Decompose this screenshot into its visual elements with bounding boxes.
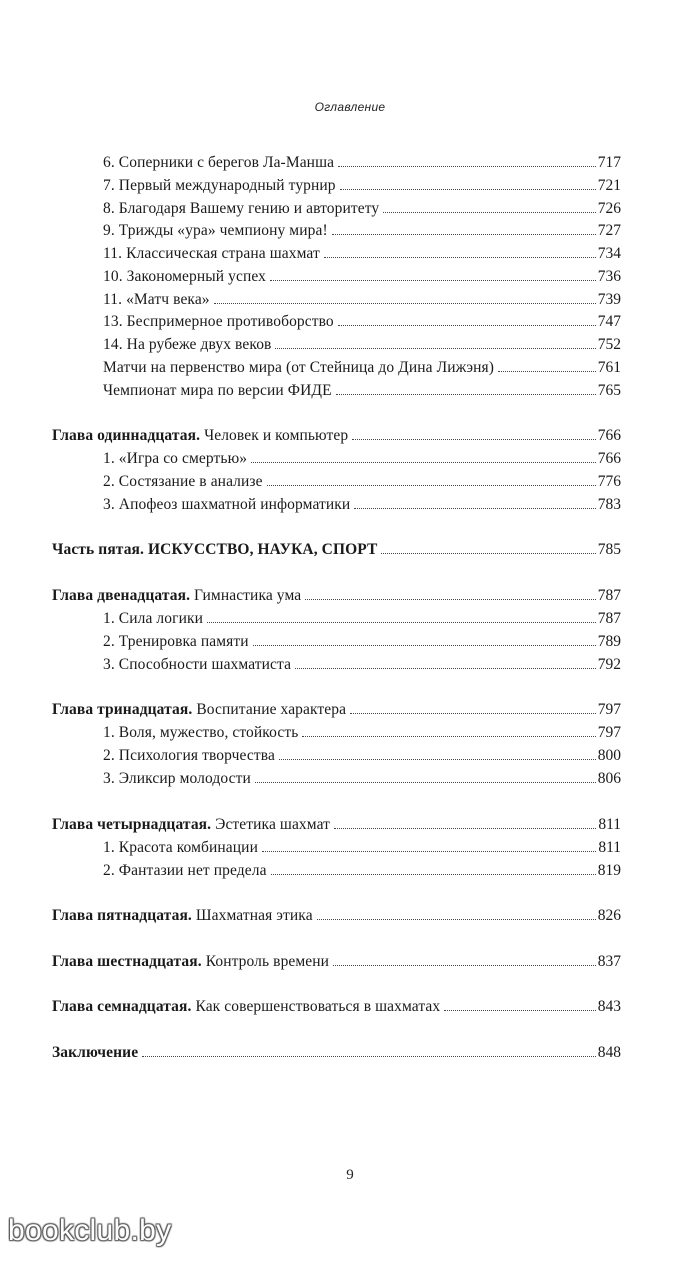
toc-entry-title: Заключение (52, 1043, 139, 1061)
toc-entry (103, 216, 621, 238)
toc-entry (103, 353, 621, 375)
toc-page-number: 717 (597, 153, 621, 171)
leader-dots (262, 851, 596, 852)
leader-dots (305, 599, 596, 600)
toc-entry-title: 2. Фантазии нет предела (103, 861, 267, 879)
toc-page-number: 800 (597, 746, 621, 764)
toc-page-number: 783 (597, 495, 621, 513)
toc-entry-title: 3. Способности шахматиста (103, 655, 292, 673)
toc-chapter-entry (52, 810, 621, 832)
leader-dots (324, 257, 596, 258)
leader-dots (336, 394, 596, 395)
toc-entry (103, 856, 621, 878)
toc-page-number: 806 (597, 769, 621, 787)
leader-dots (338, 166, 596, 167)
toc-page-number: 752 (597, 335, 621, 353)
toc-entry-title: 3. Апофеоз шахматной информатики (103, 495, 351, 513)
leader-dots (270, 280, 596, 281)
toc-page-number: 785 (597, 540, 621, 558)
toc-entry-title: 9. Трижды «ура» чемпиону мира! (103, 221, 328, 239)
toc-page-number: 797 (597, 700, 621, 718)
leader-dots (279, 759, 596, 760)
leader-dots (251, 462, 596, 463)
toc-entry-title: Глава двенадцатая. Гимнастика ума (52, 586, 302, 604)
leader-dots (302, 736, 595, 737)
toc-page-number: 766 (597, 449, 621, 467)
toc-page-number: 739 (597, 290, 621, 308)
leader-dots (142, 1056, 596, 1057)
toc-page-number: 761 (597, 358, 621, 376)
toc-entry (103, 627, 621, 649)
toc-conclusion-entry (52, 1038, 621, 1060)
leader-dots (332, 234, 596, 235)
toc-entry (103, 444, 621, 466)
running-head: Оглавление (314, 100, 386, 114)
toc-entry (103, 741, 621, 763)
toc-page-number: 792 (597, 655, 621, 673)
toc-entry (103, 718, 621, 740)
toc-chapter-entry (52, 992, 621, 1014)
toc-page-number: 819 (597, 861, 621, 879)
leader-dots (295, 668, 596, 669)
toc-entry-title: 10. Закономерный успех (103, 267, 267, 285)
leader-dots (253, 645, 596, 646)
toc-entry-title: Глава тринадцатая. Воспитание характера (52, 700, 347, 718)
toc-entry-title: 1. «Игра со смертью» (103, 449, 248, 467)
toc-page-number: 843 (597, 997, 621, 1015)
leader-dots (267, 485, 596, 486)
toc-entry (103, 194, 621, 216)
toc-part-entry (52, 535, 621, 557)
toc-page-number: 848 (597, 1043, 621, 1061)
toc-page-number: 787 (597, 586, 621, 604)
toc-chapter-entry (52, 581, 621, 603)
toc-entry-title: 6. Соперники с берегов Ла-Манша (103, 153, 335, 171)
toc-entry-title: Глава четырнадцатая. Эстетика шахмат (52, 815, 331, 833)
toc-entry-title: Глава одиннадцатая. Человек и компьютер (52, 426, 349, 444)
toc-entry-title: Глава пятнадцатая. Шахматная этика (52, 906, 313, 924)
toc-entry-title: 7. Первый международный турнир (103, 176, 336, 194)
toc-page-number: 765 (597, 381, 621, 399)
toc-entry-title: 1. Воля, мужество, стойкость (103, 723, 299, 741)
toc-entry-title: 11. «Матч века» (103, 290, 210, 308)
toc-entry (103, 764, 621, 786)
toc-entry-title: 2. Психология творчества (103, 746, 275, 764)
toc-entry (103, 833, 621, 855)
toc-entry-title: Матчи на первенство мира (от Стейница до Дина Лижэня) (103, 358, 495, 376)
toc-entry (103, 307, 621, 329)
toc-entry (103, 262, 621, 284)
toc-entry-title: 2. Состязание в анализе (103, 472, 263, 490)
toc-entry-title: Чемпионат мира по версии ФИДЕ (103, 381, 332, 399)
toc-page-number: 727 (597, 221, 621, 239)
toc-entry-title: 13. Беспримерное противоборство (103, 312, 334, 330)
toc-page-number: 826 (597, 906, 621, 924)
toc-entry-title: 14. На рубеже двух веков (103, 335, 272, 353)
toc-page-number: 811 (598, 838, 621, 856)
toc-page-number: 837 (597, 952, 621, 970)
toc-entry (103, 330, 621, 352)
leader-dots (333, 965, 596, 966)
page-number: 9 (346, 1167, 354, 1183)
leader-dots (271, 874, 596, 875)
toc-entry-title: 3. Эликсир молодости (103, 769, 251, 787)
leader-dots (354, 508, 595, 509)
toc-page-number: 726 (597, 199, 621, 217)
leader-dots (444, 1010, 595, 1011)
toc-entry-title: 11. Классическая страна шахмат (103, 244, 320, 262)
leader-dots (383, 212, 595, 213)
toc-entry (103, 285, 621, 307)
toc-entry (103, 171, 621, 193)
toc-page-number: 776 (597, 472, 621, 490)
leader-dots (340, 189, 596, 190)
leader-dots (317, 919, 596, 920)
toc-entry-title: 1. Красота комбинации (103, 838, 258, 856)
toc-entry (103, 467, 621, 489)
toc-page-number: 811 (598, 815, 621, 833)
leader-dots (338, 325, 596, 326)
leader-dots (352, 439, 596, 440)
toc-page-number: 721 (597, 176, 621, 194)
toc-page-number: 797 (597, 723, 621, 741)
toc-chapter-entry (52, 421, 621, 443)
toc-page-number: 736 (597, 267, 621, 285)
toc-chapter-entry (52, 947, 621, 969)
toc-page-number: 787 (597, 609, 621, 627)
toc-entry-title: 1. Сила логики (103, 609, 203, 627)
toc-chapter-entry (52, 695, 621, 717)
leader-dots (381, 553, 595, 554)
toc-page-number: 747 (597, 312, 621, 330)
toc-page-number: 789 (597, 632, 621, 650)
toc-entry-title: Глава шестнадцатая. Контроль времени (52, 952, 330, 970)
toc-chapter-entry (52, 901, 621, 923)
leader-dots (498, 371, 596, 372)
watermark-logo: bookclub.by (8, 1214, 172, 1247)
toc-entry-title: 2. Тренировка памяти (103, 632, 249, 650)
toc-entry-title: Часть пятая. ИСКУССТВО, НАУКА, СПОРТ (52, 540, 378, 558)
toc-entry (103, 650, 621, 672)
leader-dots (350, 713, 596, 714)
toc-entry-title: Глава семнадцатая. Как совершенствоваться в шахматах (52, 997, 441, 1015)
toc-page-number: 766 (597, 426, 621, 444)
toc-entry-title: 8. Благодаря Вашему гению и авторитету (103, 199, 380, 217)
toc-entry (103, 376, 621, 398)
leader-dots (207, 622, 596, 623)
leader-dots (214, 303, 596, 304)
toc-page-number: 734 (597, 244, 621, 262)
leader-dots (255, 782, 596, 783)
toc-entry (103, 604, 621, 626)
toc-entry (103, 490, 621, 512)
leader-dots (275, 348, 595, 349)
leader-dots (334, 828, 596, 829)
toc-entry (103, 148, 621, 170)
toc-entry (103, 239, 621, 261)
